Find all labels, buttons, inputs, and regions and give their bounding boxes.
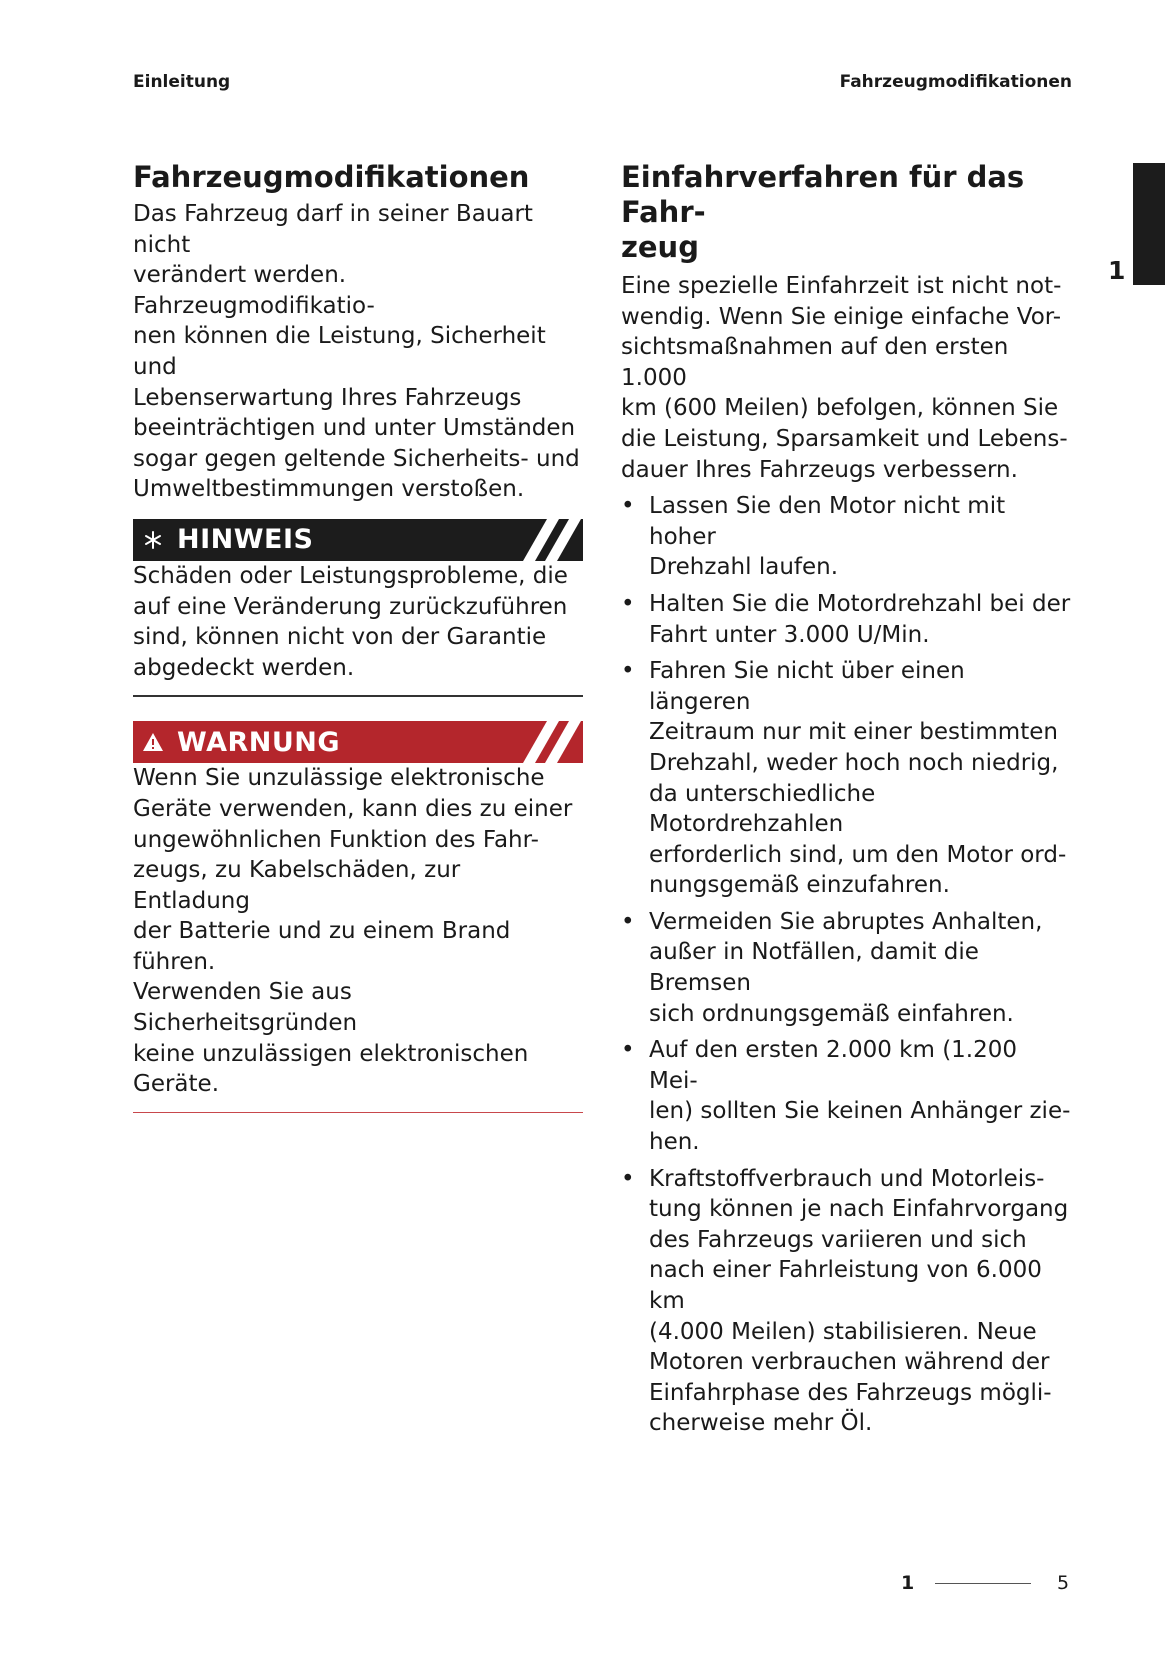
list-line: erforderlich sind, um den Motor ord- <box>649 841 1067 868</box>
hinweis-divider <box>133 695 583 697</box>
section-title-break-in <box>621 160 1071 265</box>
body-line: abgedeckt werden. <box>133 654 355 681</box>
body-line: verändert werden. Fahrzeugmodifikatio- <box>133 262 375 319</box>
section-title-modifications: Fahrzeugmodifikationen <box>133 160 530 194</box>
body-line: auf eine Veränderung zurückzuführen <box>133 593 568 620</box>
body-line: sichtsmaßnahmen auf den ersten 1.000 <box>621 334 1009 391</box>
bullet-icon: • <box>621 590 635 617</box>
hinweis-label: HINWEIS <box>177 524 314 556</box>
body-line: km (600 Meilen) befolgen, können Sie <box>621 395 1059 422</box>
list-line: Halten Sie die Motordrehzahl bei der <box>649 590 1071 617</box>
body-line: Das Fahrzeug darf in seiner Bauart nicht <box>133 201 533 258</box>
body-line: der Batterie und zu einem Brand führen. <box>133 918 511 975</box>
bullet-icon: • <box>621 1037 635 1064</box>
footer-chapter-number: 1 <box>901 1572 915 1594</box>
bullet-icon: • <box>621 1165 635 1192</box>
list-line: außer in Notfällen, damit die Bremsen <box>649 939 979 997</box>
bullet-icon: • <box>621 493 635 520</box>
body-line: sind, können nicht von der Garantie <box>133 624 547 651</box>
body-line: Geräte. <box>133 1071 220 1098</box>
warnung-banner <box>133 721 583 763</box>
body-line: Verwenden Sie aus Sicherheitsgründen <box>133 979 358 1037</box>
list-line: len) sollten Sie keinen Anhänger zie- <box>649 1098 1071 1125</box>
body-line: Schäden oder Leistungsprobleme, die <box>133 562 568 589</box>
chapter-tab-number: 1 <box>1108 256 1126 285</box>
list-line: sich ordnungsgemäß einfahren. <box>649 1000 1014 1027</box>
warning-triangle-icon <box>137 721 169 763</box>
list-line: Vermeiden Sie abruptes Anhalten, <box>649 908 1043 935</box>
list-line: (4.000 Meilen) stabilisieren. Neue <box>649 1318 1037 1345</box>
list-line: nach einer Fahrleistung von 6.000 km <box>649 1257 1042 1314</box>
list-item <box>621 491 1071 583</box>
body-line: beeinträchtigen und unter Umständen <box>133 415 576 442</box>
body-line: Eine spezielle Einfahrzeit ist nicht not- <box>621 273 1062 299</box>
list-item <box>621 656 1071 901</box>
warnung-text <box>133 763 583 1100</box>
body-line: die Leistung, Sparsamkeit und Lebens- <box>621 425 1068 452</box>
footer-divider <box>935 1583 1031 1584</box>
body-line: zeugs, zu Kabelschäden, zur Entladung <box>133 857 461 914</box>
list-line: Einfahrphase des Fahrzeugs mögli- <box>649 1379 1052 1406</box>
list-line: hen. <box>649 1129 700 1156</box>
title-line: zeug <box>621 230 699 264</box>
break-in-intro <box>621 271 1071 485</box>
body-line: wendig. Wenn Sie einige einfache Vor- <box>621 303 1062 330</box>
list-line: da unterschiedliche Motordrehzahlen <box>649 780 876 838</box>
body-line: Umweltbestimmungen verstoßen. <box>133 476 525 503</box>
warnung-divider <box>133 1112 583 1113</box>
body-line: dauer Ihres Fahrzeugs verbessern. <box>621 456 1018 483</box>
body-line: Geräte verwenden, kann dies zu einer <box>133 795 573 822</box>
list-line: cherweise mehr Öl. <box>649 1410 873 1437</box>
list-line: Zeitraum nur mit einer bestimmten <box>649 719 1058 746</box>
bullet-icon: • <box>621 908 635 935</box>
list-item <box>621 907 1071 1029</box>
banner-stripes <box>493 519 583 561</box>
asterisk-icon <box>137 519 169 561</box>
modifications-paragraph <box>133 199 583 505</box>
body-line: sogar gegen geltende Sicherheits- und <box>133 445 580 472</box>
list-line: Auf den ersten 2.000 km (1.200 Mei- <box>649 1037 1018 1094</box>
bullet-icon: • <box>621 658 635 685</box>
list-line: Drehzahl, weder hoch noch niedrig, <box>649 749 1059 776</box>
list-line: Drehzahl laufen. <box>649 554 839 581</box>
list-line: tung können je nach Einfahrvorgang <box>649 1196 1069 1223</box>
hinweis-text <box>133 561 583 683</box>
list-line: Lassen Sie den Motor nicht mit hoher <box>649 493 1006 550</box>
running-header-section: Einleitung <box>133 72 231 92</box>
title-line: Einfahrverfahren für das Fahr- <box>621 160 1025 229</box>
body-line: Lebenserwartung Ihres Fahrzeugs <box>133 384 522 411</box>
right-column <box>621 160 1071 1445</box>
left-column <box>133 160 583 1113</box>
body-line: Wenn Sie unzulässige elektronische <box>133 765 545 792</box>
list-line: nungsgemäß einzufahren. <box>649 872 950 899</box>
list-item <box>621 1164 1071 1439</box>
list-line: Fahrt unter 3.000 U/Min. <box>649 621 930 648</box>
running-header-topic: Fahrzeugmodifikationen <box>839 72 1072 92</box>
list-item <box>621 589 1071 650</box>
warnung-label: WARNUNG <box>177 726 341 758</box>
body-line: keine unzulässigen elektronischen <box>133 1040 529 1067</box>
list-line: des Fahrzeugs variieren und sich <box>649 1226 1027 1253</box>
break-in-list <box>621 491 1071 1439</box>
banner-stripes <box>493 721 583 763</box>
chapter-tab <box>1133 163 1165 285</box>
footer-page-number: 5 <box>1057 1572 1070 1594</box>
body-line: ungewöhnlichen Funktion des Fahr- <box>133 826 539 853</box>
hinweis-banner <box>133 519 583 561</box>
list-line: Kraftstoffverbrauch und Motorleis- <box>649 1165 1045 1192</box>
list-item <box>621 1035 1071 1157</box>
list-line: Motoren verbrauchen während der <box>649 1349 1050 1376</box>
body-line: nen können die Leistung, Sicherheit und <box>133 323 546 380</box>
list-line: Fahren Sie nicht über einen längeren <box>649 658 965 715</box>
